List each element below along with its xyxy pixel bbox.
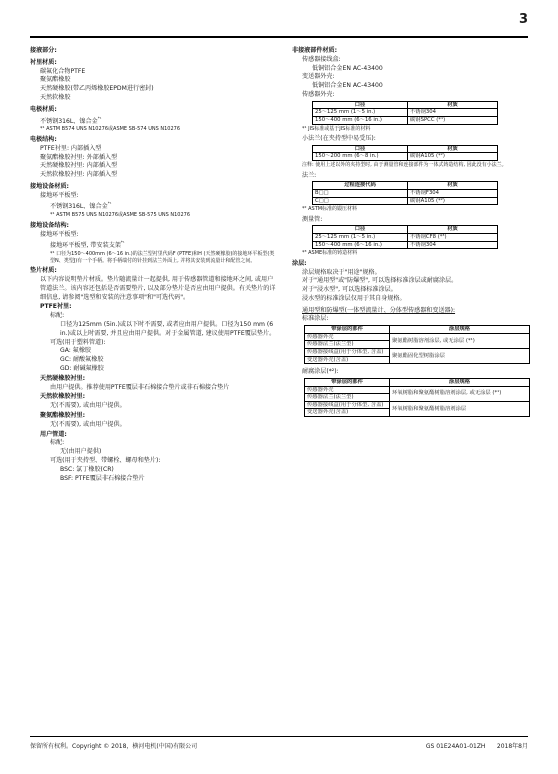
- heading-hard-rubber: 天然硬橡胶衬里:: [40, 374, 86, 382]
- heading-ground-material: 接地设备材质:: [30, 182, 69, 190]
- table-note: *² ASTM标准的锻压材料: [302, 206, 358, 213]
- table-note: 注释: 使用上述以外的夹持型时, 由于测量管和连接部件为一体式铸造结构, 因此没有小法兰。: [302, 162, 507, 169]
- hard-rubber-text: 由用户提供。推荐使用PTFE覆层非石棉接合垫片或非石棉接合垫片: [50, 383, 230, 391]
- table-row: [305, 333, 530, 341]
- converter-case-label: 变送器外壳:: [302, 73, 335, 81]
- table-cell: 不锈钢CF8 (*³): [408, 234, 498, 242]
- table-cell: 25～125 mm (1～5 in.): [313, 234, 408, 242]
- electrode-note: *¹ ASTM B574 UNS N10276或ASME SB-574 UNS N10276: [40, 126, 181, 133]
- ptfe-option-item: GA: 氟橡胶: [60, 347, 92, 355]
- heading-non-wetted: 非接液部件材质:: [292, 47, 338, 54]
- table-header-row: [313, 226, 498, 234]
- coating-line: 涂层规格取决于"用途"规格。: [302, 268, 381, 276]
- user-pipe-option-label: 可选(用于夹持型、带螺栓、螺母和垫片):: [50, 456, 161, 464]
- bottom-rule: [30, 736, 528, 737]
- anti-corrosion-table: [304, 378, 530, 417]
- ptfe-standard-text: 口径为125mm (5in.)或以下时不需要, 或者应由用户提供。口径为150 mm (6 in.)或以上时需要, 并且应由用户提供。对于金属管道, 建议使用PTFE覆层垫片。: [60, 321, 276, 337]
- gasket-text: 以下内容说明垫片材质。垫片随流量计一起提供, 用于传感器管道和接地环之间, 或用户管道法兰。该内容还包括是否需要垫片, 以及部分垫片是否应由用户提供。有关垫片的详细信息, 请参阅"选型和安装的注意事项"和"可选代码"。: [40, 276, 276, 301]
- table-header: 涂层规格: [390, 326, 530, 334]
- left-column: [30, 44, 278, 483]
- table-note: *³ ASME标准的铸造材料: [302, 250, 358, 257]
- table-header-row: [305, 326, 530, 334]
- doc-number: GS 01E24A01-01ZH: [425, 743, 486, 750]
- electrode-value: [30, 115, 278, 127]
- liner-item: 聚氨酯橡胶: [40, 76, 71, 84]
- table-cell: 不锈钢304: [408, 109, 498, 117]
- ground-plate-label: 接地环平板型:: [40, 191, 79, 199]
- top-rule: [30, 36, 528, 38]
- structure-item: 聚氨酯橡胶衬里: 外部插入型: [40, 153, 118, 161]
- table-cell: 碳钢A105 (*²): [408, 197, 498, 205]
- table-cell: 传感器接线盒(用于分体型, 含盖): [305, 401, 390, 409]
- table-row: [313, 189, 498, 197]
- ground-note: *¹ ASTM B575 UNS N10276或ASME SB-575 UNS N10276: [50, 212, 191, 219]
- structure-item: 天然硬橡胶衬里: 内部插入型: [40, 162, 118, 170]
- footnote-mark: *¹: [97, 115, 102, 121]
- table-row: [313, 153, 498, 161]
- flange-table: [312, 181, 498, 205]
- heading-gasket: 垫片材质:: [30, 267, 57, 275]
- coating-line: 浸水型的标准涂层仅用于其自身规格。: [302, 294, 406, 302]
- user-pipe-option-item: BSF: PTFE覆层非石棉接合垫片: [60, 474, 145, 482]
- gs-note: *¹ 口径为150～400mm (6～16 in.)的法兰型衬里代码F (PTFE)和H (天然硬橡胶)的接地环平板型(类型N、类型J)有一个手柄。将手柄端付的针挂到法兰外面上, 并将其安装到流量计和配管之间。: [50, 251, 275, 264]
- ground-text: 不锈钢316L、镍合金: [50, 203, 108, 211]
- liner-item: 天然硬橡胶(带乙丙烯橡胶EPDM进行密封): [40, 85, 154, 93]
- table-header-row: [313, 145, 498, 153]
- table-cell: 不锈钢F304: [408, 189, 498, 197]
- table-header: 口径: [313, 145, 408, 153]
- table-cell: 150～200 mm (6～8 in.): [313, 153, 408, 161]
- table-cell: 不锈钢304: [408, 241, 498, 249]
- table-header-row: [305, 379, 530, 387]
- table-cell: 聚氨酯固化型树脂涂层: [390, 349, 530, 364]
- user-pipe-standard-label: 标配:: [50, 439, 65, 447]
- table-cell: 传感器法兰(法兰型): [305, 341, 390, 349]
- table-header: 涂层规格: [390, 379, 530, 387]
- user-pipe-option-item: BSC: 氯丁橡胶(CR): [60, 465, 114, 473]
- table-header-row: [313, 182, 498, 190]
- sensor-case-label: 传感器接线盒:: [302, 55, 341, 63]
- table-header: 口径: [313, 101, 408, 109]
- liner-item: 碳氟化合物PTFE: [40, 67, 86, 75]
- coating-subheading: 通用型和防爆型(一体型流量计、分体型传感器和变送器):: [302, 306, 456, 314]
- right-column: [292, 44, 532, 418]
- liner-item: 天然软橡胶: [40, 93, 71, 101]
- table-cell: 传感器法兰(法兰型): [305, 394, 390, 402]
- heading-liner: 衬里材质:: [30, 58, 57, 66]
- user-pipe-standard-text: 无(由用户提供): [60, 448, 102, 456]
- ground-value: [30, 200, 278, 212]
- table-header: 材质: [408, 182, 498, 190]
- table-cell: 碳钢SPCC (*¹): [408, 116, 498, 124]
- polyurethane-text: 无(不需要), 或由用户提供。: [50, 420, 126, 428]
- table-cell: 传感器外壳: [305, 386, 390, 394]
- table-row: [305, 349, 530, 357]
- small-flange-table: [312, 145, 498, 161]
- footnote-mark: *¹: [107, 201, 112, 207]
- footnote-mark: *¹: [120, 240, 125, 246]
- gs-value: [30, 239, 278, 251]
- structure-item: PTFE衬里: 内部插入型: [40, 144, 102, 152]
- measuring-pipe-table: [312, 225, 498, 249]
- table-header: 材质: [408, 101, 498, 109]
- heading-ptfe: PTFE衬里:: [40, 303, 72, 311]
- table-cell: 150～400 mm (6～16 in.): [313, 241, 408, 249]
- table-cell: 变送器外壳(含盖): [305, 409, 390, 417]
- table-header-row: [313, 101, 498, 109]
- doc-date: 2018年8月: [496, 743, 528, 750]
- converter-case-value: 低铜铝合金EN AC-43400: [312, 82, 383, 90]
- table-cell: B□□: [313, 189, 408, 197]
- table-cell: 聚氨酯树脂溶剂涂层, 或无涂层 (*¹): [390, 333, 530, 348]
- heading-electrode-structure: 电极结构:: [30, 135, 57, 143]
- small-flange-label: 小法兰(在夹持型中易受压):: [302, 135, 376, 143]
- table-cell: 传感器接线盒(用于分体型, 含盖): [305, 349, 390, 357]
- electrode-text: 不锈钢316L、镍合金: [40, 117, 98, 125]
- table-header: 带涂层的部件: [305, 379, 390, 387]
- heading-user-pipe: 用户管道:: [40, 430, 67, 438]
- heading-polyurethane: 聚氨酯橡胶衬里:: [40, 411, 86, 419]
- heading-ground-structure: 接地设备结构:: [30, 221, 69, 229]
- table-cell: 环氧树脂和聚氨酯树脂溶剂涂层: [390, 401, 530, 416]
- soft-rubber-text: 无(不需要), 或由用户提供。: [50, 402, 126, 410]
- table-note: *¹ JIS标准或基于JIS标准的材料: [302, 125, 371, 132]
- table-cell: 碳钢A105 (*²): [408, 153, 498, 161]
- table-row: [313, 116, 498, 124]
- table-row: [313, 241, 498, 249]
- heading-soft-rubber: 天然软橡胶衬里:: [40, 393, 86, 401]
- table-row: [313, 197, 498, 205]
- table-cell: 环氧树脂和聚氨酯树脂溶剂涂层, 或无涂层 (*¹): [390, 386, 530, 401]
- table-row: [305, 386, 530, 394]
- anti-corrosion-label: 耐腐涂层(*²):: [302, 368, 339, 376]
- ptfe-option-item: GD: 耐碱氟橡胶: [60, 365, 104, 372]
- coating-line: 对于"通用型"或"防爆型", 可以选择标准涂层或耐腐涂层。: [302, 277, 458, 285]
- heading-wetted: 接液部分:: [30, 47, 57, 54]
- standard-coating-table: [304, 325, 530, 364]
- footer-doc-info: [426, 741, 528, 750]
- structure-item: 天然软橡胶衬里: 内部插入型: [40, 171, 118, 179]
- page-number: 3: [518, 12, 528, 27]
- ptfe-option-item: GC: 耐酸氟橡胶: [60, 356, 104, 364]
- sensor-housing-label: 传感器外壳:: [302, 90, 335, 98]
- heading-electrode: 电极材质:: [30, 105, 57, 113]
- table-row: [305, 401, 530, 409]
- gs-plate-label: 接地环平板型:: [40, 230, 79, 238]
- footer-copyright: 保留所有权利。Copyright © 2018，横河电机(中国)有限公司: [30, 743, 198, 750]
- coating-line: 对于"浸水型", 可以选择标准涂层。: [302, 286, 397, 294]
- table-cell: C□□: [313, 197, 408, 205]
- table-cell: 变送器外壳(含盖): [305, 356, 390, 364]
- flange-label: 法兰:: [302, 171, 317, 179]
- ptfe-option-label: 可选(用于塑料管道):: [50, 338, 106, 346]
- measuring-pipe-label: 测量管:: [302, 215, 323, 223]
- table-row: [313, 109, 498, 117]
- heading-coating: 涂层:: [292, 259, 307, 267]
- sensor-housing-table: [312, 101, 498, 125]
- table-cell: 传感器外壳: [305, 333, 390, 341]
- sensor-case-value: 低铜铝合金EN AC-43400: [312, 64, 383, 72]
- table-header: 材质: [408, 145, 498, 153]
- ptfe-standard-label: 标配:: [50, 312, 65, 320]
- table-header: 带涂层的部件: [305, 326, 390, 334]
- table-header: 材质: [408, 226, 498, 234]
- table-cell: 150～400 mm (6～16 in.): [313, 116, 408, 124]
- table-cell: 25～125 mm (1～5 in.): [313, 109, 408, 117]
- gs-text: 接地环平板型, 带安装支架: [50, 242, 121, 250]
- table-header: 口径: [313, 226, 408, 234]
- standard-coating-label: 标准涂层:: [302, 315, 329, 323]
- table-header: 过程连接代码: [313, 182, 408, 190]
- table-row: [313, 234, 498, 242]
